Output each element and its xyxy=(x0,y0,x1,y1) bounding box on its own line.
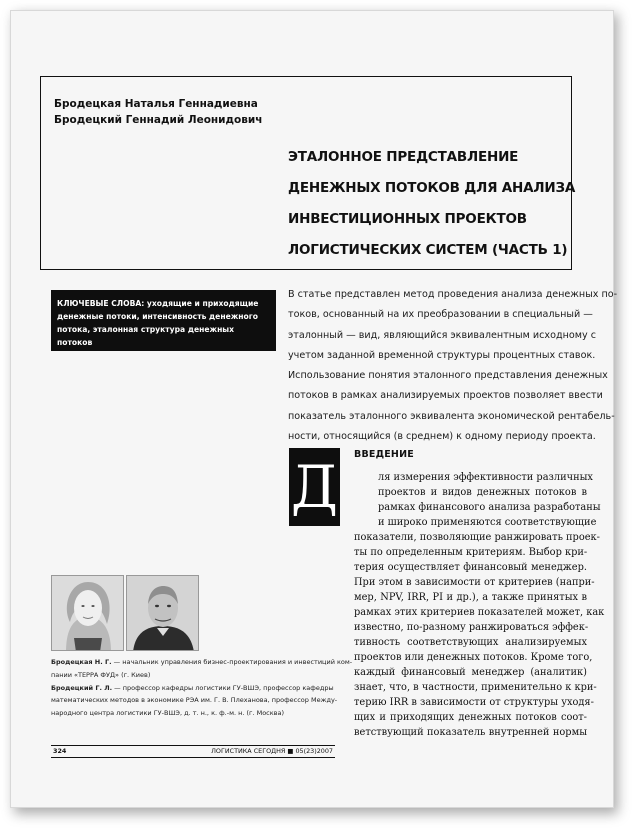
abstract-line: показатель эталонного эквивалента экономической рентабель- xyxy=(288,410,615,422)
body-line: щих и приходящих денежных потоков соот- xyxy=(354,712,587,723)
page-number: 324 xyxy=(53,747,67,755)
section-heading: ВВЕДЕНИЕ xyxy=(354,449,414,460)
bio-text: — профессор кафедры логистики ГУ-ВШЭ, профессор кафедры xyxy=(112,683,334,692)
bio-name: Бродецкая Н. Г. xyxy=(51,658,112,666)
body-line: показатели, позволяющие ранжировать проек- xyxy=(354,532,600,543)
abstract-line: эталонный — вид, являющийся эквивалентным исходному с xyxy=(288,329,596,341)
body-line: каждый финансовый менеджер (аналитик) xyxy=(354,667,587,678)
female-author-photo xyxy=(51,575,124,651)
body-line: знает, что, в частности, применительно к кри- xyxy=(354,682,597,693)
bio-name: Бродецкий Г. Л. xyxy=(51,683,113,692)
title-line: ИНВЕСТИЦИОННЫХ ПРОЕКТОВ xyxy=(288,211,527,227)
abstract-line: потоков в рамках анализируемых проектов позволяет ввести xyxy=(288,390,603,402)
abstract-line: В статье представлен метод проведения анализа денежных по- xyxy=(288,289,618,300)
abstract-line: токов, основанный на их преобразовании в специальный — xyxy=(288,309,593,321)
male-author-photo xyxy=(126,575,199,651)
keywords-line: денежные потоки, интенсивность денежного xyxy=(57,312,258,321)
abstract-line: учетом заданной временной структуры процентных ставок. xyxy=(288,349,596,361)
body-line: мер, NPV, IRR, PI и др.), а также принятых в xyxy=(354,592,587,603)
keywords-box xyxy=(51,290,276,351)
body-line: тивность соответствующих анализируемых xyxy=(354,637,587,648)
bio-line: народного центра логистики ГУ-ВШЭ, д. т. н., к. ф.-м. н. (г. Москва) xyxy=(51,709,285,718)
body-line: рамках финансового анализа разработаны xyxy=(378,502,601,513)
bio-line: пании «ТЕРРА ФУД» (г. Киев) xyxy=(51,670,151,679)
author-name: Бродецкая Наталья Геннадиевна xyxy=(54,98,258,110)
title-line: ДЕНЕЖНЫХ ПОТОКОВ ДЛЯ АНАЛИЗА xyxy=(288,180,576,196)
body-line: ля измерения эффективности различных xyxy=(378,472,593,483)
keywords-line: КЛЮЧЕВЫЕ СЛОВА: уходящие и приходящие xyxy=(57,299,259,308)
bio-text: — начальник управления бизнес-проектирования и инвестиций ком- xyxy=(111,658,353,666)
magazine-issue: ЛОГИСТИКА СЕГОДНЯ ■ 05(23)2007 xyxy=(211,747,333,755)
title-line: ЛОГИСТИЧЕСКИХ СИСТЕМ (ЧАСТЬ 1) xyxy=(288,242,568,258)
body-line: терию IRR в зависимости от структуры уходя- xyxy=(354,697,594,708)
author-bios xyxy=(51,656,353,720)
drop-cap: Д xyxy=(289,448,340,526)
keywords-line: потока, эталонная структура денежных потоков xyxy=(57,325,235,347)
abstract-line: ности, относящийся (в среднем) к одному периоду проекта. xyxy=(288,431,596,443)
body-line: ветствующий показатель внутренней нормы xyxy=(354,727,587,738)
bio-line xyxy=(51,656,353,669)
author-names xyxy=(54,96,262,128)
body-line: известно, по-разному ранжироваться эффек- xyxy=(354,622,589,633)
abstract xyxy=(288,285,618,447)
abstract-line: Использование понятия эталонного представления денежных xyxy=(288,370,608,382)
body-line: ты по определенным критериям. Выбор кри- xyxy=(354,547,588,558)
article-title xyxy=(288,142,576,266)
bio-line xyxy=(51,682,336,695)
body-line: проектов или денежных потоков. Кроме того, xyxy=(354,652,593,663)
bio-line: математических методов в экономике РЭА им. Г. В. Плеханова, профессор Между- xyxy=(51,696,338,705)
body-line: проектов и видов денежных потоков в xyxy=(378,487,587,498)
title-line: ЭТАЛОННОЕ ПРЕДСТАВЛЕНИЕ xyxy=(288,149,519,165)
body-line: терия осуществляет финансовый менеджер. xyxy=(354,562,587,573)
author-name: Бродецкий Геннадий Леонидович xyxy=(54,114,263,126)
page-footer xyxy=(51,745,335,758)
body-line: рамках этих критериев показателей может, как xyxy=(354,607,605,618)
body-line: и широко применяются соответствующие xyxy=(378,517,597,528)
body-line: При этом в зависимости от критериев (напри- xyxy=(354,577,595,588)
